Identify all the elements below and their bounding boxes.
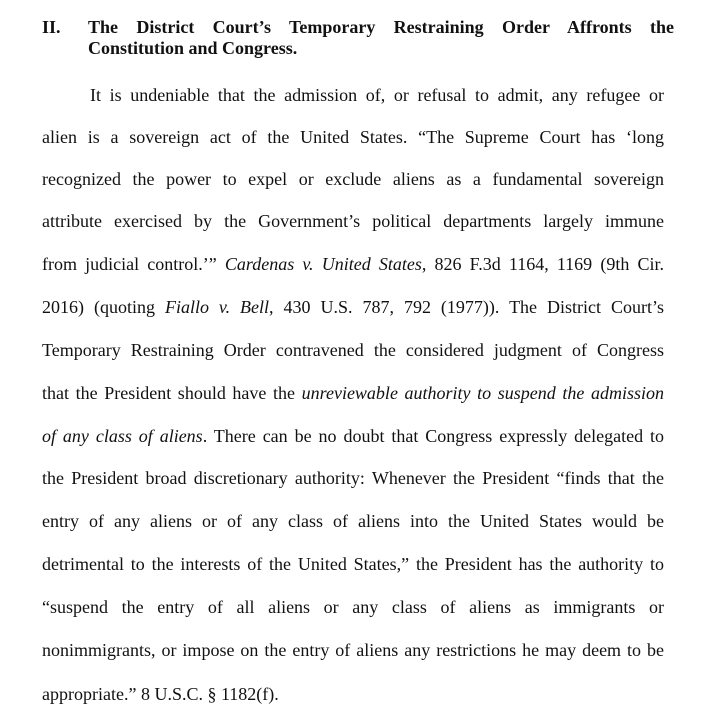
body-line: recognized the power to expel or exclude aliens as a fundamental sovereign — [42, 169, 664, 189]
body-line: from judicial control.’” Cardenas v. United States, 826 F.3d 1164, 1169 (9th Cir. — [42, 254, 664, 274]
body-line: nonimmigrants, or impose on the entry of aliens any restrictions he may deem to be — [42, 640, 664, 660]
body-line: 2016) (quoting Fiallo v. Bell, 430 U.S. 787, 792 (1977)). The District Court’s — [42, 297, 664, 317]
section-title: The District Court’s Temporary Restraining Order Affronts the Constitution and Congress. — [88, 17, 674, 58]
body-line: alien is a sovereign act of the United States. “The Supreme Court has ‘long — [42, 127, 664, 147]
body-line: detrimental to the interests of the United States,” the President has the authority to — [42, 554, 664, 574]
body-line: of any class of aliens. There can be no doubt that Congress expressly delegated to — [42, 426, 665, 446]
section-heading — [42, 17, 674, 59]
body-line: It is undeniable that the admission of, or refusal to admit, any refugee or — [90, 85, 664, 105]
body-line: “suspend the entry of all aliens or any class of aliens as immigrants or — [42, 597, 664, 617]
body-line: Temporary Restraining Order contravened the considered judgment of Congress — [42, 340, 664, 360]
emphasis-class-of-aliens: of any class of aliens — [42, 426, 203, 446]
emphasis-unreviewable: unreviewable authority to suspend the admission — [301, 383, 664, 403]
body-line: entry of any aliens or of any class of aliens into the United States would be — [42, 511, 664, 531]
body-line: appropriate.” 8 U.S.C. § 1182(f). — [42, 684, 279, 704]
section-number: II. — [42, 17, 61, 37]
body-line: the President broad discretionary authority: Whenever the President “finds that the — [42, 468, 664, 488]
body-line: attribute exercised by the Government’s political departments largely immune — [42, 211, 664, 231]
body-line: that the President should have the unreviewable authority to suspend the admission — [42, 383, 664, 403]
case-citation-fiallo: Fiallo v. Bell — [164, 297, 270, 317]
case-citation-cardenas: Cardenas v. United States — [224, 254, 422, 274]
